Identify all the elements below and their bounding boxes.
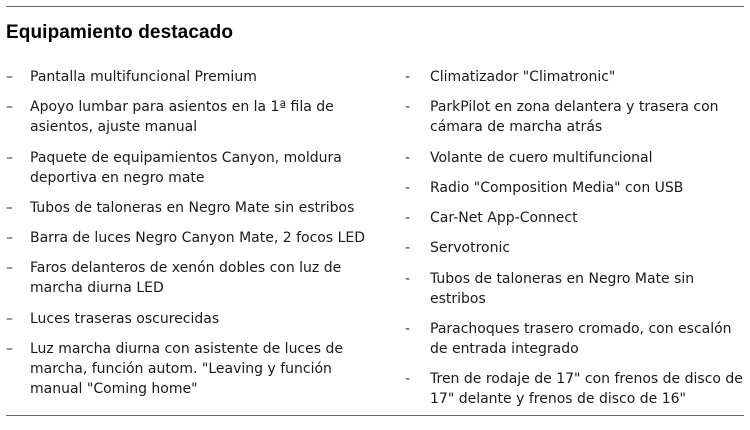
bullet-dash: - <box>405 179 411 196</box>
bullet-dash: - <box>405 210 411 227</box>
bullet-dash: – <box>6 69 13 85</box>
list-item-text: Paquete de equipamientos Canyon, moldura deportiva en negro mate <box>30 149 342 186</box>
bullet-dash: - <box>405 270 411 287</box>
list-item-text: Tren de rodaje de 17" con frenos de disco de 17" delante y frenos de disco de 16" <box>430 371 743 408</box>
bullet-dash: – <box>6 310 13 327</box>
bullet-dash: - <box>405 149 411 166</box>
list-item <box>6 148 371 188</box>
bullet-dash: - <box>405 69 411 85</box>
section-heading: Equipamiento destacado <box>6 22 234 43</box>
list-item-text: Barra de luces Negro Canyon Mate, 2 focos LED <box>30 230 366 247</box>
list-item-text: Climatizador "Climatronic" <box>430 69 616 85</box>
list-item-text: Servotronic <box>430 240 511 257</box>
bullet-dash: – <box>6 99 13 116</box>
bullet-dash: – <box>6 199 13 216</box>
list-item <box>405 369 745 409</box>
list-item-text: Volante de cuero multifuncional <box>430 149 653 166</box>
equipment-list-right <box>405 67 745 420</box>
list-item <box>6 67 371 87</box>
list-item <box>405 148 745 168</box>
list-item-text: Faros delanteros de xenón dobles con luz de marcha diurna LED <box>30 260 342 297</box>
list-item-text: Tubos de taloneras en Negro Mate sin estribos <box>430 270 695 307</box>
list-item <box>405 319 745 359</box>
list-item <box>6 198 371 218</box>
bullet-dash: - <box>405 99 411 116</box>
list-item <box>405 208 745 228</box>
bullet-dash: - <box>405 240 411 257</box>
list-item-text: Luz marcha diurna con asistente de luces de marcha, función autom. "Leaving y función manual "Coming home" <box>30 341 343 398</box>
bullet-dash: - <box>405 321 411 338</box>
list-item <box>6 339 371 399</box>
list-item <box>405 238 745 258</box>
list-item <box>405 269 745 309</box>
list-item-text: Parachoques trasero cromado, con escalón de entrada integrado <box>430 321 732 358</box>
list-item <box>405 178 745 198</box>
list-item <box>6 228 371 248</box>
list-item <box>6 258 371 298</box>
list-item <box>6 309 371 329</box>
list-item-text: Tubos de taloneras en Negro Mate sin estribos <box>30 199 355 216</box>
bullet-dash: – <box>6 149 13 166</box>
list-item <box>6 97 371 137</box>
top-divider <box>6 6 744 7</box>
list-item <box>405 67 745 87</box>
bullet-dash: – <box>6 260 13 277</box>
list-item-text: Apoyo lumbar para asientos en la 1ª fila de asientos, ajuste manual <box>30 99 334 136</box>
list-item-text: Radio "Composition Media" con USB <box>430 179 684 196</box>
list-item-text: Pantalla multifuncional Premium <box>30 69 257 85</box>
bullet-dash: – <box>6 230 13 247</box>
list-item-text: Luces traseras oscurecidas <box>30 310 220 327</box>
bullet-dash: - <box>405 371 411 388</box>
list-item-text: ParkPilot en zona delantera y trasera con cámara de marcha atrás <box>430 99 719 136</box>
equipment-list-left <box>6 67 371 409</box>
list-item <box>405 97 745 137</box>
bottom-divider <box>6 415 744 416</box>
bullet-dash: – <box>6 341 13 358</box>
list-item-text: Car-Net App-Connect <box>430 210 578 227</box>
